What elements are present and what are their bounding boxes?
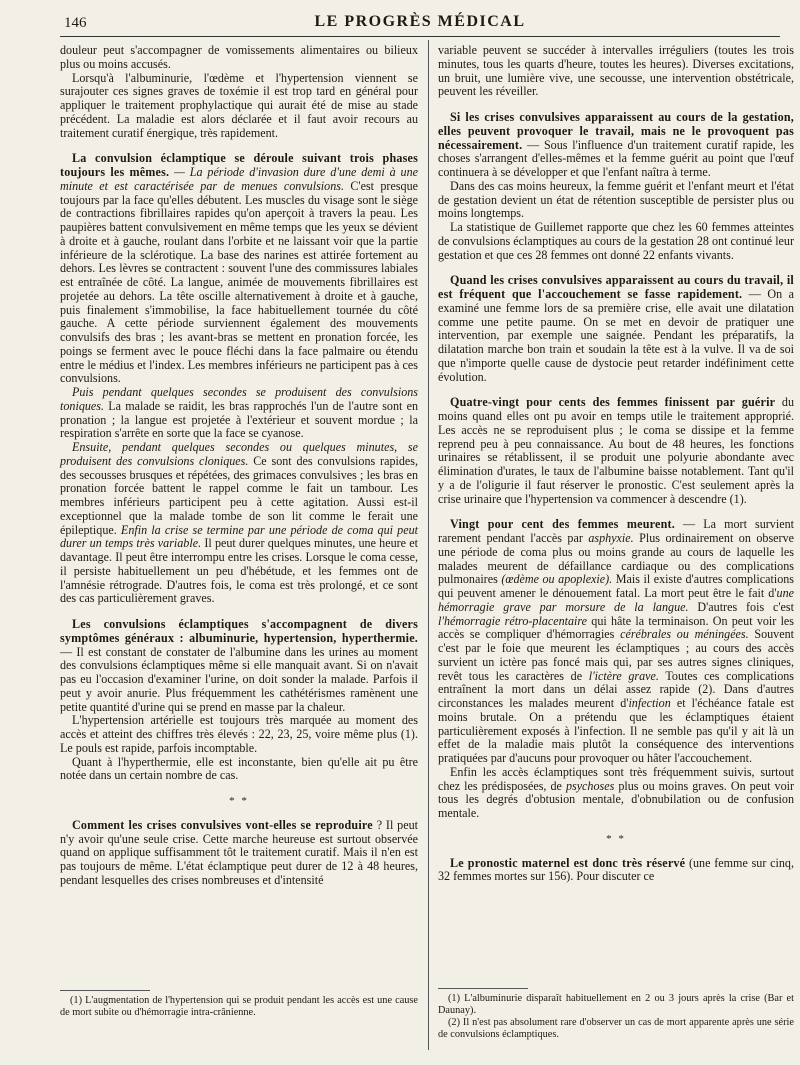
- italic-text: Enfin la crise se termine par une période de coma qui peut durer un temps très variable.: [60, 522, 418, 551]
- body-text: Souvent c'est par le foie que meurent les éclamptiques ; au cours des accès survient un ictère pas foncé mais qui, par ses autres signes cliniques, revêt tous les caractères de: [438, 627, 794, 683]
- column-divider: [428, 40, 429, 1050]
- section-mortality: [438, 518, 794, 766]
- body-text: (une femme sur cinq, 32 femmes mortes sur 156). Pour discuter ce: [438, 855, 794, 884]
- section-convulsion-phases: [60, 152, 418, 386]
- paragraph: douleur peut s'accompagner de vomissements alimentaires ou bilieux plus ou moins accusés.: [60, 43, 418, 71]
- section-heading: Le pronostic maternel est donc très réservé: [450, 855, 686, 870]
- page-number: 146: [64, 15, 87, 31]
- paragraph: Dans des cas moins heureux, la femme guérit et l'enfant meurt et l'état de gestation devient un état de rétention susceptible de persister plus ou moins longtemps.: [438, 178, 794, 221]
- italic-text: — La période d'invasion dure d'une demi à une minute et est caractérisée par de menues convulsions.: [60, 165, 418, 193]
- footnote: (2) Il n'est pas absolument rare d'observer un cas de mort apparente après une série de convulsions éclamptiques.: [438, 1017, 794, 1040]
- footnote: (1) L'albuminurie disparaît habituellement en 2 ou 3 jours après la crise (Bar et Daunay).: [438, 993, 794, 1016]
- body-text: Mais il existe d'autres complications qui peuvent amener le dénouement fatal. La mort peut être le fait d': [438, 572, 795, 600]
- paragraph: [60, 386, 418, 441]
- section-recovery: [438, 396, 794, 506]
- journal-title: LE PROGRÈS MÉDICAL: [314, 13, 526, 30]
- footnote-rule: [60, 990, 150, 991]
- body-text: — On a examiné une femme lors de sa première crise, elle avait une dilatation comme une petite paume. On se met en devoir de pratiquer une intervention, par exemple une saignée. Pendant les préparatifs, la dilatation marche bon train et soudain la tête est à la vulve. Il va de soi que n'importe quelle cause de dystocie peut retarder indéfiniment cette évolution.: [438, 287, 794, 384]
- section-heading: Les convulsions éclamptiques s'accompagnent de divers symptômes généraux : albuminurie, hypertension, hyperthermie.: [60, 617, 418, 645]
- section-prognosis: [438, 857, 794, 885]
- paragraph: [60, 441, 418, 606]
- section-asterism: * *: [229, 795, 249, 807]
- footnotes-left: [60, 990, 418, 1019]
- section-heading: Quatre-vingt pour cents des femmes finissent par guérir: [450, 395, 776, 410]
- section-recurrence: [60, 819, 418, 888]
- body-text: Enfin les accès éclamptiques sont très fréquemment suivis, surtout chez les prédisposées, de: [438, 764, 794, 793]
- running-header: [60, 12, 780, 37]
- section-heading: Vingt pour cent des femmes meurent.: [450, 517, 675, 532]
- italic-text: Puis pendant quelques secondes se produisent des convulsions toniques.: [60, 385, 418, 413]
- italic-text: l'ictère grave.: [588, 668, 659, 683]
- paragraph: Quant à l'hyperthermie, elle est inconstante, bien qu'elle ait pu être notée dans un certain nombre de cas.: [60, 754, 418, 783]
- section-heading: Quand les crises convulsives apparaissent au cours du travail, il est fréquent que l'accouchement se fasse rapidement.: [438, 273, 794, 301]
- body-text: D'autres fois c'est: [688, 599, 794, 614]
- footnotes-right: [438, 988, 794, 1041]
- body-text: — Sous l'influence d'un traitement curatif rapide, les choses s'arrangent d'elles-mêmes et la femme guérit au point que l'œuf continuera à se développer et que l'enfant naîtra à terme.: [438, 137, 794, 179]
- italic-text: (œdème ou apoplexie).: [501, 572, 613, 587]
- paragraph: [438, 766, 794, 821]
- body-text: Plus ordinairement on observe une période de coma plus ou moins grande au cours de laquelle les malades meurent de défaillance cardiaque ou des complications pulmonaires: [438, 531, 794, 587]
- section-heading: La convulsion éclamptique se déroule suivant trois phases toujours les mêmes.: [60, 151, 418, 179]
- body-text: Toutes ces complications entraînent la mort dans un délai assez rapide (2). Dans d'autres circonstances les malades meurent d': [438, 668, 794, 710]
- right-column: [438, 44, 794, 884]
- section-general-symptoms: [60, 618, 418, 714]
- section-asterism: * *: [606, 832, 626, 845]
- body-text: Il peut durer quelques minutes, une heure et davantage. Il peut être interrompu entre les crises. Lorsque le coma cesse, il persiste habituellement un peu d'hébétude, et les femmes ont de l'amnésie rétrograde. D'autres fois, le coma est très prolongé, et ce sont des cas particulièrement graves.: [60, 536, 418, 606]
- body-text: — La mort survient rarement pendant l'accès par: [438, 517, 794, 545]
- paragraph: variable peuvent se succéder à intervalles irréguliers (toutes les trois minutes, tous les quarts d'heure, toutes les heures). Diverses excitations, un bruit, une lumière vive, une secousse, une intervention obstétricale, peuvent les réveiller.: [438, 43, 794, 99]
- section-heading: Si les crises convulsives apparaissent au cours de la gestation, elles peuvent provoquer le travail, mais ne le provoquent pas nécessairement.: [438, 110, 794, 152]
- body-text: et l'échéance fatale est moins brutale. On a prétendu que les éclamptiques étaient particulièrement exposés à l'infection. Il ne semble pas qu'il y ait là un effet de la maladie mais plutôt la conséquence des interventions pratiquées par d'aucuns pour provoquer ou hâter l'accouchement.: [438, 696, 794, 765]
- footnote: (1) L'augmentation de l'hypertension qui se produit pendant les accès est une cause de mort subite ou d'hémorragie intra-crânienne.: [60, 995, 418, 1018]
- footnote-rule: [438, 988, 528, 989]
- section-heading: Comment les crises convulsives vont-elles se reproduire: [72, 817, 373, 832]
- body-text: — Il est constant de constater de l'albumine dans les urines au moment des convulsions éclamptiques même si elle manquait avant. Si on n'avait pas eu l'occasion d'examiner l'urine, on doit sonder la malade. Parfois il peut y avoir anurie. Plus fréquemment les cathétérismes ramènent une petite quantité d'urine qui se prend en masse par la chaleur.: [60, 644, 418, 714]
- italic-text: cérébrales ou méningées.: [620, 627, 749, 642]
- italic-text: Ensuite, pendant quelques secondes ou quelques minutes, se produisent des convulsions cloniques.: [60, 440, 418, 468]
- body-text: ? Il peut n'y avoir qu'une seule crise. Cette marche heureuse est surtout observée quand on applique suffisamment tôt le traitement curatif. Mais il n'en est pas toujours de même. L'état éclamptique peut durer de 12 à 48 heures, pendant lesquelles des crises nombreuses et d'intensité: [60, 817, 418, 887]
- body-text: plus ou moins graves. On peut voir tous les degrés d'obtusion mentale, d'obnubilation ou de confusion mentale.: [438, 778, 794, 820]
- body-text: Ce sont des convulsions rapides, des secousses brusques et répétées, des grimaces convulsives ; les bras en pronation forcée battent le rappel comme le fait un tambour. Les membres inférieurs participent peu à cette agitation. Aussi est-il exceptionnel que la malade tombe de son lit comme le ferait une épileptique.: [60, 453, 418, 537]
- italic-text: psychoses: [565, 778, 615, 793]
- body-text: La malade se raidit, les bras rapprochés l'un de l'autre sont en pronation ; la langue est projetée à l'extérieur et souvent mordue ; la respiration s'arrête en sorte que la face se cyanose.: [60, 398, 418, 441]
- italic-text: l'hémorragie rétro-placentaire: [438, 613, 588, 628]
- paragraph: La statistique de Guillemet rapporte que chez les 60 femmes atteintes de convulsions éclamptiques au cours de la gestation 28 ont continué leur gestation et que ces 28 femmes ont donné 22 enfants vivants.: [438, 220, 794, 262]
- paragraph: L'hypertension artérielle est toujours très marquée au moment des accès et atteint des chiffres très élevés : 22, 23, 25, voire même plus (1). Le pouls est rapide, parfois incomptable.: [60, 713, 418, 755]
- italic-text: asphyxie.: [588, 531, 634, 545]
- italic-text: une hémorragie grave par morsure de la langue.: [438, 586, 794, 614]
- left-column: [60, 44, 418, 888]
- italic-text: infection: [628, 696, 671, 710]
- body-text: C'est presque toujours par la face qu'elles débutent. Les muscles du visage sont le siège de contractions fibrillaires rapides qu'on aperçoit à travers la peau. Les paupières battent convulsivement en même temps que les yeux se dévient à droite et à gauche, roulant dans l'orbite et ne laissant voir que la partie inférieure de la sclérotique. La base des narines est attirée fortement au dehors. Les lèvres se contractent : souvent l'une des commissures labiales est entraînée de côté. La langue, animée de mouvements fibrillaires est projetée au dehors. La tête oscille alternativement à droite et à gauche, puis finalement s'immobilise, la face habituellement tournée du côté gauche. A cette période surviennent également des mouvements convulsifs des bras ; les avant-bras se mettent en pronation forcée, les poings se ferment avec le pouce fléchi dans la face palmaire ou étendu entre le médius et l'index. Les membres inférieurs ne participent pas à ces convulsions.: [60, 178, 418, 386]
- section-during-gestation: [438, 111, 794, 180]
- section-during-labour: [438, 274, 794, 384]
- body-text: qui hâte la terminaison. On peut voir les accès se compliquer d'hémorragies: [438, 613, 795, 642]
- body-text: du moins quand elles ont pu avoir en temps utile le traitement approprié. Les accès ne se reproduisent plus ; le coma se dissipe et la femme reprend peu à peu connaissance. Au bout de 48 heures, les fonctions urinaires se rétablissent, il se produit une polyurie abondante avec élimination d'urates, le taux de l'albumine baisse notablement. Tant qu'il y a de l'oligurie il faut réserver le pronostic. C'est seulement après la crise urinaire que l'hypertension va commencer à descendre (1).: [438, 395, 794, 506]
- paragraph: Lorsqu'à l'albuminurie, l'œdème et l'hypertension viennent se surajouter ces signes graves de toxémie il est trop tard en général pour appliquer le traitement prophylactique qui aurait été de mise au stade précédent. La maladie est alors déclarée et il faut avoir recours au traitement curatif énergique, très rapidement.: [60, 70, 418, 140]
